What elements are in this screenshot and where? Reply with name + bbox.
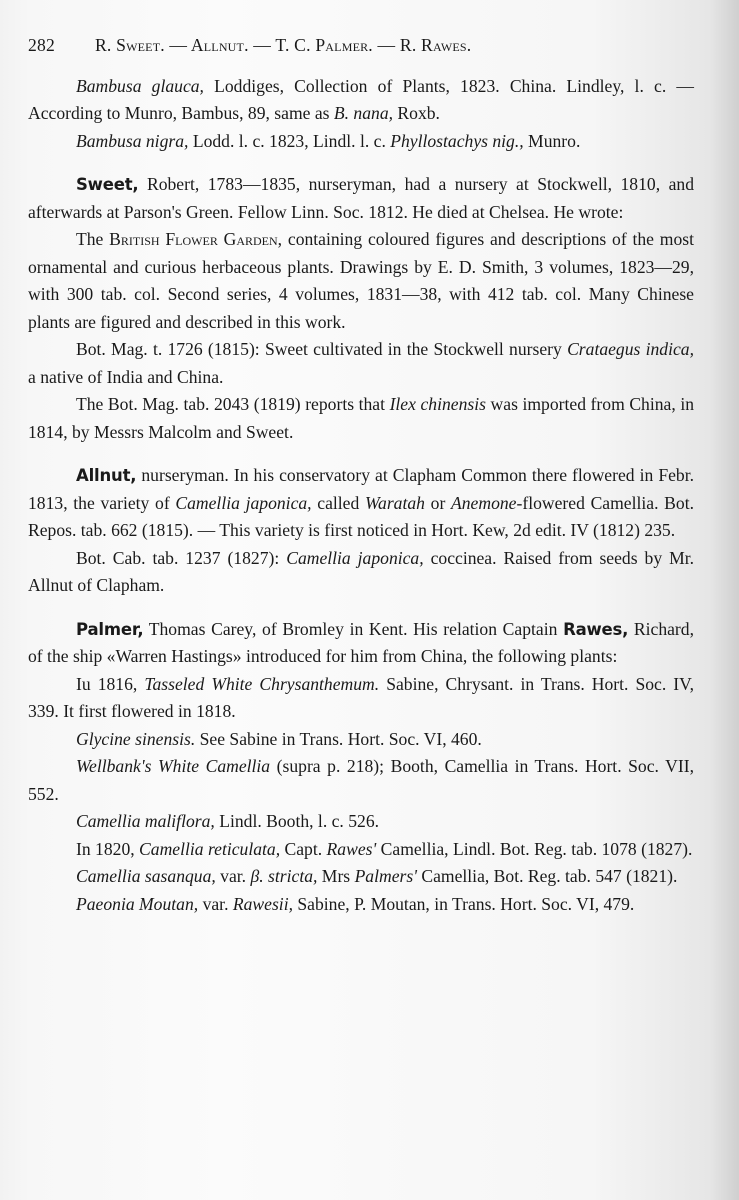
text-run: The Bot. Mag. tab. 2043 (1819) reports that: [76, 394, 390, 414]
text-run: or: [424, 492, 452, 513]
entry-bambusa-nigra: [28, 128, 694, 156]
text-run: Camellia japonica,: [175, 492, 312, 513]
text-run: Camellia sasanqua,: [76, 866, 216, 886]
palmer-plant-entry: [28, 836, 694, 864]
text-run: Capt.: [280, 838, 327, 859]
text-run: Sabine, P. Moutan, in Trans. Hort. Soc. VI, 479.: [292, 893, 635, 914]
text-run: -flowered Camellia. Bot. Repos. tab. 662 (1815). — This variety is first noticed in Hort. Kew, 2d edit. IV (1812) 235.: [28, 492, 694, 540]
page-number: 282: [28, 35, 55, 55]
palmer-plant-entry: [28, 863, 694, 891]
text-run: B. nana,: [333, 103, 394, 123]
text-run: Paeonia Moutan,: [76, 893, 199, 914]
text-run: Lindl. Booth, l. c. 526.: [214, 811, 380, 831]
page-text: [28, 32, 694, 918]
entry-allnut-bot-cab: [28, 545, 694, 600]
text-run: In 1820,: [76, 838, 140, 859]
running-head: R. Sweet. — Allnut. — T. C. Palmer. — R. Rawes.: [95, 35, 472, 55]
text-run: British Flower Garden,: [109, 229, 283, 249]
text-run: See Sabine in Trans. Hort. Soc. VI, 460.: [195, 728, 482, 749]
text-run: Anemone: [451, 492, 517, 513]
text-run: containing coloured figures and descriptions of the most ornamental and curious herbaceous plants. Drawings by E. D. Smith, 3 volumes, 1823—29, with 300 tab. col. Second series, 4 volumes, 1831—38, with 412 tab. col. Many Chinese plants are figured and described in this work.: [28, 229, 695, 332]
text-run: Sabine, Chrysant. in Trans. Hort. Soc. IV, 339. It first flowered in 1818.: [28, 673, 694, 721]
text-run: Robert, 1783—1835, nurseryman, had a nursery at Stockwell, 1810, and afterwards at Parson's Green. Fellow Linn. Soc. 1812. He died at Chelsea. He wrote:: [28, 174, 694, 222]
text-run: Munro.: [523, 130, 581, 151]
text-run: a native of India and China.: [28, 366, 224, 387]
text-run: was imported from China, in 1814, by Messrs Malcolm and Sweet.: [28, 394, 694, 442]
text-run: (supra p. 218); Booth, Camellia in Trans. Hort. Soc. VII, 552.: [28, 756, 694, 804]
text-run: Bot. Cab. tab. 1237 (1827):: [76, 547, 287, 568]
entry-sweet-flower-garden: [28, 226, 694, 336]
running-header: [28, 32, 694, 60]
palmer-plant-entry: [28, 891, 694, 919]
text-run: Palmer,: [76, 619, 144, 639]
text-run: Palmers': [354, 866, 417, 886]
text-run: Glycine sinensis.: [76, 728, 196, 749]
entry-sweet-bot-mag-2043: [28, 391, 694, 446]
text-run: Rawesii,: [232, 893, 293, 914]
text-run: Crataegus indica,: [567, 339, 694, 359]
text-run: Camellia, Lindl. Bot. Reg. tab. 1078 (1827).: [376, 838, 693, 859]
text-run: Camellia japonica,: [286, 547, 424, 568]
text-run: Camellia maliflora,: [76, 811, 215, 831]
text-run: Camellia reticulata,: [139, 838, 281, 859]
text-run: Tasseled White Chrysanthemum.: [144, 673, 380, 694]
text-run: Mrs: [317, 866, 355, 886]
entry-allnut-intro: [28, 462, 694, 545]
text-run: Rawes,: [563, 619, 629, 639]
palmer-plant-entry: [28, 753, 694, 808]
entry-palmer-intro: [28, 616, 694, 671]
palmer-plant-entry: [28, 808, 694, 836]
text-run: Iu 1816,: [76, 673, 145, 694]
text-run: Wellbank's White Camellia: [76, 756, 271, 776]
text-run: Rawes': [326, 838, 377, 859]
text-run: Waratah: [364, 492, 425, 513]
text-run: Camellia, Bot. Reg. tab. 547 (1821).: [416, 866, 678, 886]
text-run: Phyllostachys nig.,: [390, 130, 524, 151]
text-run: Ilex chinensis: [389, 394, 486, 414]
text-run: The: [76, 229, 110, 249]
palmer-plant-entry: [28, 671, 694, 726]
text-run: Lodd. l. c. 1823, Lindl. l. c.: [188, 130, 391, 151]
text-run: called: [311, 492, 365, 513]
entry-bambusa-glauca: [28, 73, 694, 128]
text-run: Bot. Mag. t. 1726 (1815): Sweet cultivated in the Stockwell nursery: [76, 339, 568, 359]
text-run: Bambusa nigra,: [76, 130, 189, 151]
text-run: Allnut,: [76, 466, 137, 485]
text-run: Sweet,: [76, 175, 139, 194]
text-run: Roxb.: [393, 103, 440, 123]
text-run: coccinea. Raised from seeds by Mr. Allnut of Clapham.: [28, 547, 694, 595]
text-run: nurseryman. In his conservatory at Clapham Common there flowered in Febr. 1813, the variety of: [28, 465, 694, 513]
palmer-plant-entry: [28, 726, 694, 754]
entry-sweet-intro: [28, 171, 694, 226]
text-run: Richard, of the ship «Warren Hastings» introduced for him from China, the following plants:: [28, 618, 694, 666]
palmer-plant-list: [28, 671, 694, 919]
text-run: β. stricta,: [250, 866, 318, 886]
entry-sweet-bot-mag-1726: [28, 336, 694, 391]
text-run: Thomas Carey, of Bromley in Kent. His relation Captain: [143, 618, 564, 639]
text-run: Bambusa glauca,: [76, 75, 204, 96]
text-run: var.: [198, 893, 233, 914]
text-run: var.: [215, 866, 251, 886]
text-run: Loddiges, Collection of Plants, 1823. China. Lindley, l. c. — According to Munro, Bambus, 89, same as: [28, 75, 694, 123]
